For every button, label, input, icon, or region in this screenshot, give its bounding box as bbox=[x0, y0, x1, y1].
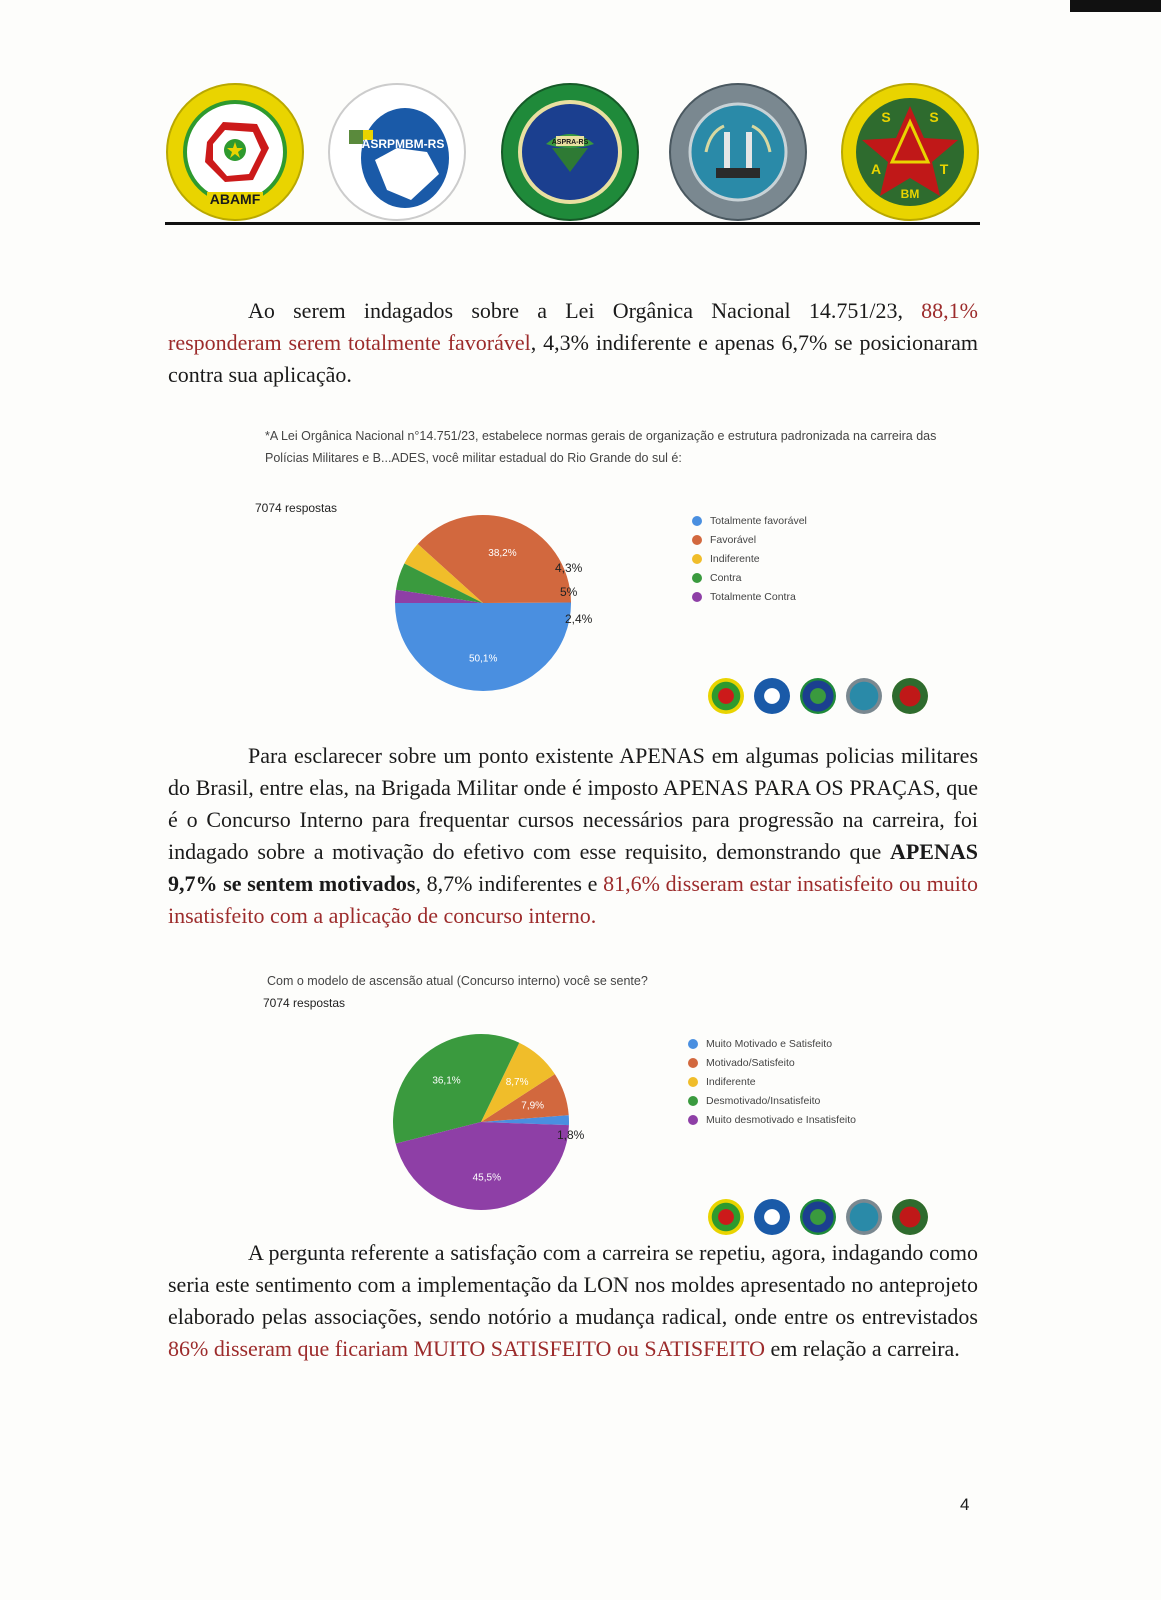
legend-item bbox=[692, 587, 807, 606]
svg-text:S: S bbox=[881, 109, 891, 125]
paragraph-2-text-mid: , 8,7% indiferentes e bbox=[415, 871, 604, 896]
mini-aspra-logo bbox=[800, 1199, 836, 1235]
paragraph-3-highlight: 86% disseram que ficariam MUITO SATISFEITO ou SATISFEITO bbox=[168, 1336, 766, 1361]
legend-label: Favorável bbox=[710, 533, 757, 546]
asofbm-logo bbox=[668, 82, 808, 222]
chart-1-responses: 7074 respostas bbox=[255, 501, 338, 515]
legend-item bbox=[692, 549, 807, 568]
chart-1 bbox=[255, 425, 975, 720]
asstbm-logo bbox=[840, 82, 980, 222]
legend-item bbox=[692, 568, 807, 587]
chart-2-responses: 7074 respostas bbox=[263, 996, 346, 1010]
paragraph-3 bbox=[168, 1237, 978, 1365]
paragraph-1-text-end: , 4,3% indiferente e apenas 6,7% se posicionaram contra sua aplicação. bbox=[168, 330, 978, 387]
paragraph-2-bold: APENAS 9,7% se sentem motivados bbox=[168, 839, 978, 896]
legend-item bbox=[688, 1053, 856, 1072]
legend-dot bbox=[692, 573, 702, 583]
aspra-logo-text: ASPRA-RS bbox=[551, 139, 589, 146]
paragraph-1 bbox=[168, 295, 978, 391]
mini-abamf-logo bbox=[708, 678, 744, 714]
legend-label: Totalmente Contra bbox=[710, 590, 796, 603]
pie-slice-label-1: 7,9% bbox=[521, 1100, 545, 1112]
legend-label: Indiferente bbox=[706, 1075, 756, 1088]
chart-2-question: Com o modelo de ascensão atual (Concurso interno) você se sente? bbox=[267, 974, 648, 988]
header-rule bbox=[165, 222, 980, 225]
pie-slice-label-3: 36,1% bbox=[432, 1075, 461, 1087]
legend-label: Contra bbox=[710, 571, 742, 584]
abamf-logo bbox=[165, 82, 305, 222]
asrpmbm-logo-text: ASRPMBM-RS bbox=[361, 137, 445, 151]
legend-label: Desmotivado/Insatisfeito bbox=[706, 1094, 821, 1107]
mini-aspra-logo bbox=[800, 678, 836, 714]
legend-item bbox=[688, 1091, 856, 1110]
mini-asstbm-logo bbox=[892, 678, 928, 714]
pie-slice-label-1: 38,2% bbox=[488, 548, 517, 560]
mini-asrpmbm-logo bbox=[754, 1199, 790, 1235]
mini-asofbm-logo bbox=[846, 678, 882, 714]
legend-dot bbox=[688, 1096, 698, 1106]
legend-dot bbox=[692, 516, 702, 526]
legend-label: Motivado/Satisfeito bbox=[706, 1056, 795, 1069]
asstbm-logo-text: BM bbox=[900, 187, 920, 201]
legend-dot bbox=[692, 535, 702, 545]
pie-slice-0 bbox=[395, 602, 571, 691]
paragraph-2-highlight: 81,6% disseram estar insatisfeito ou muito insatisfeito com a aplicação de concurso interno. bbox=[168, 871, 978, 928]
legend-item bbox=[688, 1110, 856, 1129]
legend-dot bbox=[692, 592, 702, 602]
legend-item bbox=[692, 511, 807, 530]
chart-2-label-muito-motivado: 1,8% bbox=[557, 1128, 585, 1142]
page-number: 4 bbox=[960, 1495, 970, 1514]
legend-dot bbox=[688, 1115, 698, 1125]
chart-1-question: *A Lei Orgânica Nacional n°14.751/23, estabelece normas gerais de organização e estrutura padronizada na carreira das Polícias Militares e B...ADES, você militar estadual do Rio Grande do sul é: bbox=[265, 429, 937, 465]
mini-asstbm-logo bbox=[892, 1199, 928, 1235]
legend-item bbox=[692, 530, 807, 549]
legend-dot bbox=[692, 554, 702, 564]
mini-abamf-logo bbox=[708, 1199, 744, 1235]
chart-2-logo-strip bbox=[708, 1199, 928, 1235]
chart-1-label-indiferente: 4,3% bbox=[555, 561, 583, 575]
paragraph-1-highlight: 88,1% responderam serem totalmente favorável bbox=[168, 298, 978, 355]
chart-1-label-contra: 5% bbox=[560, 585, 578, 599]
svg-text:S: S bbox=[929, 109, 939, 125]
header-logos bbox=[165, 82, 980, 227]
legend-dot bbox=[688, 1039, 698, 1049]
chart-1-pie bbox=[383, 513, 583, 693]
legend-label: Muito desmotivado e Insatisfeito bbox=[706, 1113, 856, 1126]
abamf-logo-text: ABAMF bbox=[209, 191, 261, 207]
pie-slice-label-4: 45,5% bbox=[472, 1172, 501, 1184]
legend-item bbox=[688, 1034, 856, 1053]
paragraph-3-text: A pergunta referente a satisfação com a carreira se repetiu, agora, indagando como seria este sentimento com a implementação da LON nos moldes apresentado no anteprojeto elaborado pelas associações, sendo notório a mudança radical, onde entre os entrevistados bbox=[168, 1240, 978, 1329]
paragraph-3-text-end: em relação a carreira. bbox=[765, 1336, 960, 1361]
svg-text:T: T bbox=[939, 161, 949, 177]
chart-1-logo-strip bbox=[708, 678, 928, 714]
scan-edge bbox=[1070, 0, 1161, 12]
chart-1-label-totalmente-contra: 2,4% bbox=[565, 612, 593, 626]
chart-2-legend bbox=[688, 1034, 856, 1129]
chart-2-pie bbox=[381, 1032, 581, 1212]
chart-2 bbox=[255, 970, 975, 1240]
paragraph-2-text: Para esclarecer sobre um ponto existente APENAS em algumas policias militares do Brasil, entre elas, na Brigada Militar onde é imposto APENAS PARA OS PRAÇAS, que é o Concurso Interno para frequentar cursos necessários para progressão na carreira, foi indagado sobre a motivação do efetivo com esse requisito, demonstrando que bbox=[168, 743, 978, 864]
pie-slice-label-2: 8,7% bbox=[505, 1077, 529, 1089]
aspra-logo bbox=[500, 82, 640, 222]
svg-text:A: A bbox=[870, 161, 882, 177]
legend-label: Totalmente favorável bbox=[710, 514, 807, 527]
paragraph-2 bbox=[168, 740, 978, 932]
legend-label: Indiferente bbox=[710, 552, 760, 565]
legend-dot bbox=[688, 1077, 698, 1087]
legend-item bbox=[688, 1072, 856, 1091]
legend-dot bbox=[688, 1058, 698, 1068]
mini-asofbm-logo bbox=[846, 1199, 882, 1235]
mini-asrpmbm-logo bbox=[754, 678, 790, 714]
asrpmbm-logo bbox=[327, 82, 467, 222]
paragraph-1-text: Ao serem indagados sobre a Lei Orgânica Nacional 14.751/23, bbox=[248, 298, 922, 323]
chart-1-legend bbox=[692, 511, 807, 606]
pie-slice-label-0: 50,1% bbox=[468, 653, 498, 665]
legend-label: Muito Motivado e Satisfeito bbox=[706, 1037, 833, 1050]
